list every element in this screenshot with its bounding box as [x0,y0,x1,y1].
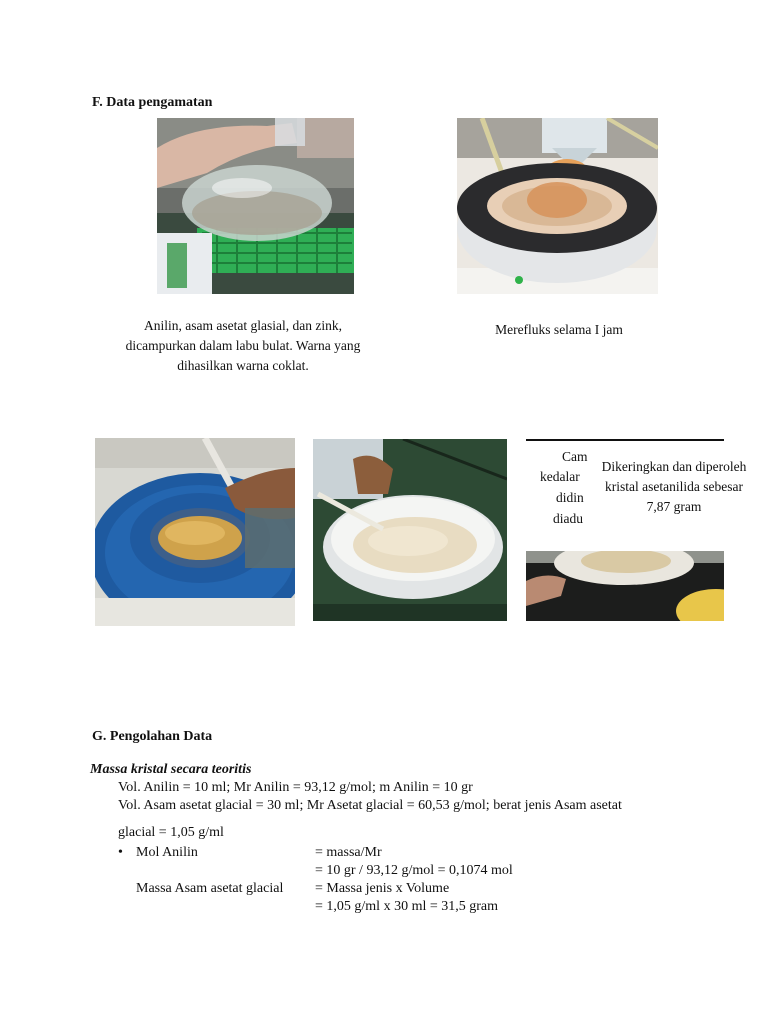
eq-massa-formula: = Massa jenis x Volume [315,881,450,896]
caption-mixing: Anilin, asam asetat glasial, dan zink, dicampurkan dalam labu bulat. Warna yang dihasilkan warna coklat. [125,318,361,373]
textbox-border-line [526,439,724,441]
photo-white-bowl [313,439,507,621]
caption-reflux: Merefluks selama I jam [495,322,623,337]
eq-mol-result: = 10 gr / 93,12 g/mol = 0,1074 mol [315,863,513,878]
textbox-drying-result [588,455,760,517]
textbox-line-1: Dikeringkan dan diperoleh [601,459,747,474]
partial-caption-line-1: Cam [562,449,588,464]
given-line-aniline: Vol. Anilin = 10 ml; Mr Anilin = 93,12 g/mol; m Anilin = 10 gr [118,780,473,795]
subtitle-theoretical-mass: Massa kristal secara teoritis [90,762,252,777]
photo-reflux [457,118,658,294]
section-g-title: G. Pengolahan Data [92,729,213,744]
textbox-line-2: kristal asetanilida sebesar [605,479,743,494]
partial-caption-line-3: didin [556,490,584,505]
partial-caption-line-2: kedalar [540,469,580,484]
bullet: • [118,845,123,860]
label-mol-aniline: Mol Anilin [136,845,198,860]
photo-beaker-blue-tray [95,438,295,626]
partial-caption-line-4: diadu [553,511,583,526]
given-line-density: glacial = 1,05 g/ml [118,825,224,840]
label-massa-acetic: Massa Asam asetat glacial [136,881,284,896]
photo-dried-crystals [526,551,724,621]
photo-round-flask [157,118,354,294]
section-f-title: F. Data pengamatan [92,95,213,110]
given-line-acetic-acid: Vol. Asam asetat glacial = 30 ml; Mr Asetat glacial = 60,53 g/mol; berat jenis Asam asetat [118,798,622,813]
textbox-line-3: 7,87 gram [646,499,702,514]
eq-massa-result: = 1,05 g/ml x 30 ml = 31,5 gram [315,899,499,914]
eq-mol-formula: = massa/Mr [315,845,382,860]
